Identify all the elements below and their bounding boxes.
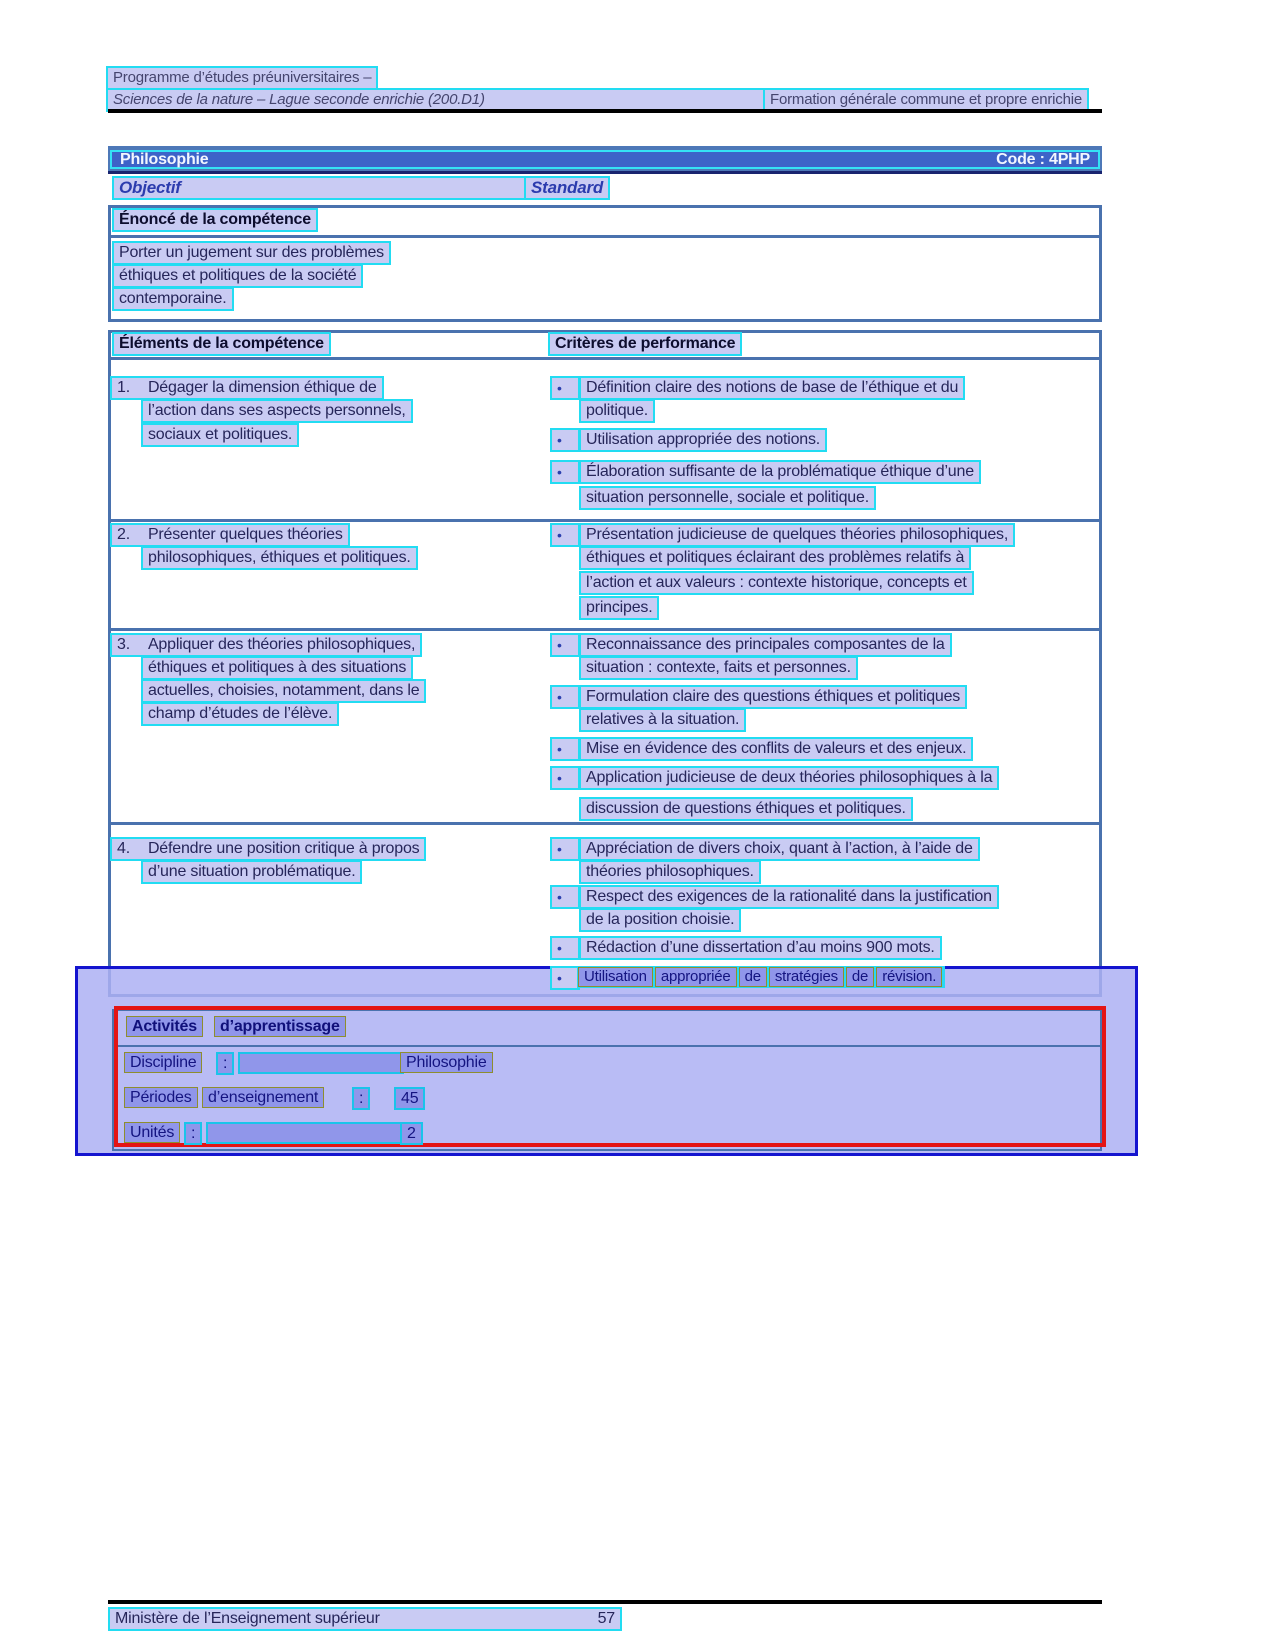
- criteria-word: appropriée: [655, 967, 737, 987]
- criteria-text-line: situation personnelle, sociale et politique.: [579, 486, 876, 510]
- activites-colon: :: [216, 1052, 234, 1075]
- criteria-text-line: politique.: [579, 399, 655, 423]
- header-program-line: Programme d’études préuniversitaires –: [106, 66, 378, 90]
- element-text-line: champ d’études de l’élève.: [141, 702, 339, 726]
- element-number: 3.: [117, 636, 130, 653]
- footer-page-number: 57: [597, 1610, 615, 1627]
- criteria-text-line: Formulation claire des questions éthiques et politiques: [579, 685, 967, 709]
- criteria-word: de: [739, 967, 767, 987]
- element-text-line: philosophiques, éthiques et politiques.: [141, 546, 418, 570]
- criteria-text-line: Rédaction d’une dissertation d’au moins 900 mots.: [579, 936, 942, 960]
- course-title-highlight: [110, 150, 1100, 169]
- bullet-icon: •: [550, 936, 580, 960]
- bullet-icon: •: [550, 885, 580, 909]
- element-first-line: [110, 633, 422, 657]
- course-title-bar: [108, 146, 1102, 174]
- criteria-word: de: [846, 967, 874, 987]
- competence-header-separator: [108, 357, 1102, 360]
- activites-value: Philosophie: [400, 1052, 493, 1073]
- bullet-icon: •: [550, 766, 580, 790]
- enonce-line: éthiques et politiques de la société: [112, 264, 363, 288]
- criteria-text-line: éthiques et politiques éclairant des problèmes relatifs à: [579, 546, 971, 570]
- element-number: 1.: [117, 379, 130, 396]
- footer-rule: [108, 1600, 1102, 1604]
- competence-right-header: Critères de performance: [548, 332, 742, 356]
- activites-header-word: d’apprentissage: [214, 1016, 346, 1037]
- criteria-word: révision.: [876, 967, 942, 987]
- bullet-icon: •: [550, 460, 580, 484]
- element-number: 4.: [117, 840, 130, 857]
- row-separator: [108, 519, 1102, 522]
- criteria-text-line: de la position choisie.: [579, 908, 741, 932]
- element-text: Présenter quelques théories: [147, 526, 343, 543]
- activites-label-word: Unités: [124, 1122, 180, 1143]
- criteria-text-line: Présentation judicieuse de quelques théories philosophiques,: [579, 523, 1015, 547]
- activites-label-word: d’enseignement: [202, 1087, 324, 1108]
- criteria-text-line: théories philosophiques.: [579, 860, 761, 884]
- criteria-word: stratégies: [769, 967, 844, 987]
- bullet-icon: •: [550, 376, 580, 400]
- activites-colon: :: [184, 1122, 202, 1145]
- footer-ministry: Ministère de l’Enseignement supérieur: [115, 1610, 380, 1627]
- bullet-icon: •: [550, 633, 580, 657]
- row-separator: [108, 628, 1102, 631]
- element-text-line: l’action dans ses aspects personnels,: [141, 399, 413, 423]
- standard-label: Standard: [524, 176, 610, 200]
- footer-bar: [108, 1607, 622, 1631]
- criteria-text-line: discussion de questions éthiques et politiques.: [579, 797, 913, 821]
- bullet-icon: •: [550, 966, 580, 990]
- criteria-text-line: Application judicieuse de deux théories philosophiques à la: [579, 766, 999, 790]
- activites-colon: :: [352, 1087, 370, 1110]
- criteria-text-line: Définition claire des notions de base de l’éthique et du: [579, 376, 965, 400]
- filler-box: [206, 1122, 404, 1144]
- criteria-text-line: Mise en évidence des conflits de valeurs et des enjeux.: [579, 737, 973, 761]
- header-program-subline: Sciences de la nature – Lague seconde enrichie (200.D1): [106, 88, 768, 112]
- criteria-text-line: Appréciation de divers choix, quant à l’action, à l’aide de: [579, 837, 980, 861]
- element-number: 2.: [117, 526, 130, 543]
- criteria-text-line: Utilisation appropriée des notions.: [579, 428, 827, 452]
- criteria-text-line: principes.: [579, 596, 659, 620]
- criteria-text-line: Reconnaissance des principales composantes de la: [579, 633, 952, 657]
- activites-header-word: Activités: [126, 1016, 203, 1037]
- bullet-icon: •: [550, 737, 580, 761]
- objectif-label: Objectif: [112, 176, 526, 200]
- criteria-text-line: l’action et aux valeurs : contexte historique, concepts et: [579, 571, 974, 595]
- element-text: Dégager la dimension éthique de: [147, 379, 377, 396]
- bullet-icon: •: [550, 523, 580, 547]
- element-text-line: actuelles, choisies, notamment, dans le: [141, 679, 426, 703]
- element-text-line: sociaux et politiques.: [141, 423, 299, 447]
- enonce-header: Énoncé de la compétence: [112, 208, 318, 232]
- activites-value: 2: [400, 1122, 423, 1145]
- element-text: Appliquer des théories philosophiques,: [147, 636, 416, 653]
- bullet-icon: •: [550, 685, 580, 709]
- criteria-text-line: Élaboration suffisante de la problématique éthique d’une: [579, 460, 981, 484]
- criteria-text-line: Respect des exigences de la rationalité dans la justification: [579, 885, 999, 909]
- activites-value: 45: [394, 1087, 425, 1110]
- activites-label-word: Périodes: [124, 1087, 198, 1108]
- criteria-text-line: situation : contexte, faits et personnes.: [579, 656, 858, 680]
- filler-box: [238, 1052, 404, 1074]
- element-first-line: [110, 523, 350, 547]
- enonce-line: Porter un jugement sur des problèmes: [112, 241, 391, 265]
- competence-left-header: Éléments de la compétence: [112, 332, 331, 356]
- element-first-line: [110, 376, 384, 400]
- criteria-text-line: relatives à la situation.: [579, 708, 746, 732]
- bullet-icon: •: [550, 837, 580, 861]
- row-separator: [108, 822, 1102, 825]
- criteria-word-line: [577, 966, 945, 988]
- course-code: Code : 4PHP: [996, 150, 1090, 168]
- element-text-line: d’une situation problématique.: [141, 860, 362, 884]
- header-rule: [108, 109, 1102, 113]
- bullet-icon: •: [550, 428, 580, 452]
- criteria-word: Utilisation: [578, 967, 653, 987]
- element-text: Défendre une position critique à propos: [147, 840, 420, 857]
- element-first-line: [110, 837, 426, 861]
- enonce-line: contemporaine.: [112, 287, 234, 311]
- course-title: Philosophie: [120, 150, 209, 168]
- element-text-line: éthiques et politiques à des situations: [141, 656, 413, 680]
- activites-label-word: Discipline: [124, 1052, 202, 1073]
- enonce-header-separator: [108, 235, 1102, 238]
- header-right-text: Formation générale commune et propre enrichie: [763, 88, 1089, 112]
